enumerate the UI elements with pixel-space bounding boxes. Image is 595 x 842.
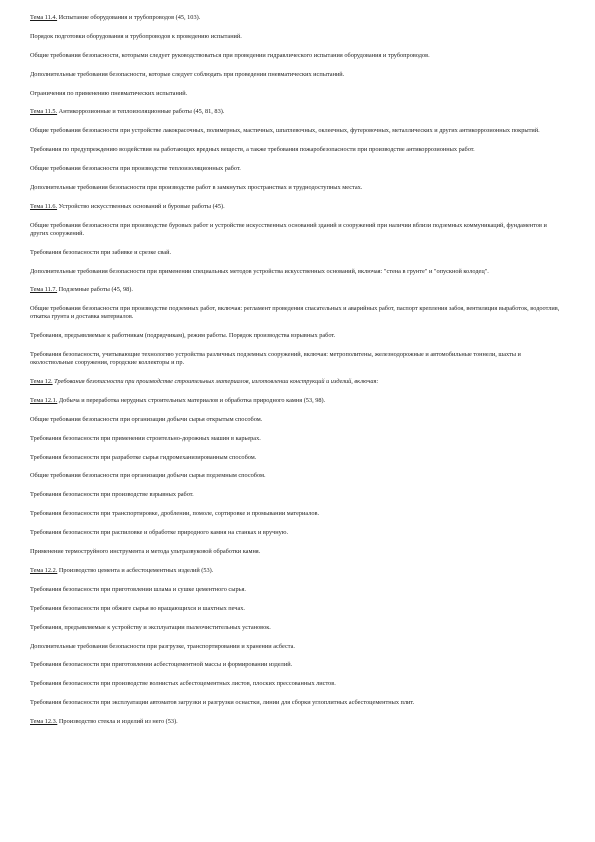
paragraph: Общие требования безопасности при производстве теплоизоляционных работ.: [30, 165, 241, 173]
paragraph: Требования безопасности при приготовлении шлама и сушке цементного сырья.: [30, 585, 246, 593]
topic-number: Тема 12.2.: [30, 566, 58, 574]
paragraph: Требования безопасности при распиловке и обработке природного камня на станках и вручную.: [30, 529, 289, 537]
topic-title: Производство цемента и асбестоцементных изделий (53).: [57, 566, 214, 574]
paragraph: Общие требования безопасности, которыми следует руководствоваться при проведении гидравлического испытания оборудования и трубопроводов.: [30, 51, 430, 59]
paragraph: Требования безопасности при применении строительно-дорожных машин в карьерах.: [30, 434, 261, 442]
paragraph: Дополнительные требования безопасности при разгрузке, транспортировании и хранении асбеста.: [30, 642, 295, 650]
paragraph: Требования безопасности при транспортировке, дроблении, помоле, сортировке и промывании материалов.: [30, 510, 320, 518]
paragraph: Требования безопасности при производстве взрывных работ.: [30, 491, 194, 499]
topic-number: Тема 11.7.: [30, 286, 58, 294]
topic-title: Подземные работы (45, 98).: [57, 286, 133, 294]
document-page: [30, 14, 565, 737]
paragraph: Требования безопасности при разработке сырья гидромеханизированным способом.: [30, 453, 257, 461]
topic-title: Испытание оборудования и трубопроводов (45, 103).: [57, 14, 201, 21]
paragraph: Общие требования безопасности при организации добычи сырья подземным способом.: [30, 472, 266, 480]
paragraph: Применение термоструйного инструмента и метода ультразвуковой обработки камня.: [30, 548, 261, 556]
paragraph: Дополнительные требования безопасности при применении специальных методов устройства искусственных оснований, включая: "стена в грунте" и "опускной колодец".: [30, 267, 489, 275]
paragraph: Порядок подготовки оборудования и трубопроводов к проведению испытаний.: [30, 32, 242, 40]
paragraph: Общие требования безопасности при производстве подземных работ, включая: регламент проведения спасательных и аварийных работ, паспорт крепления забоя, вентиляция выработок, водоотлив, откатка грунта и доставка материалов.: [30, 305, 560, 321]
section-heading: [30, 378, 565, 386]
topic-number: Тема 11.4.: [30, 14, 58, 21]
topic-title: Производство стекла и изделий из него (53).: [57, 718, 178, 726]
topic-paragraph: [30, 718, 565, 726]
topic-number: Тема 12.: [30, 378, 53, 386]
paragraph: Дополнительные требования безопасности, которые следует соблюдать при проведении пневматических испытаний.: [30, 70, 345, 78]
topic-title: Антикоррозионные и теплоизоляционные работы (45, 81, 83).: [57, 108, 225, 116]
paragraph: Требования, предъявляемые к устройству и эксплуатации пылеочистительных установок.: [30, 623, 271, 631]
paragraph: Требования безопасности при производстве волнистых асбестоцементных листов, плоских прессованных листов.: [30, 680, 336, 688]
paragraph: Требования безопасности при забивке и срезке свай.: [30, 248, 172, 256]
topic-paragraph: [30, 203, 565, 211]
topic-paragraph: [30, 286, 565, 294]
topic-number: Тема 11.6.: [30, 202, 58, 210]
paragraph: Требования безопасности при эксплуатации автоматов загрузки и разгрузки оснастки, линии для сборки углоплитных асбестоцементных плит.: [30, 699, 415, 707]
topic-paragraph: [30, 397, 565, 405]
paragraph: Общие требования безопасности при устройстве лакокрасочных, полимерных, мастичных, шпатлевочных, оклеечных, футеровочных, металлических и других антикоррозионных покрытий.: [30, 127, 540, 135]
paragraph: Требования безопасности, учитывающие технологию устройства различных подземных сооружений, включая: метрополитены, железнодорожные и автомобильные тоннели, шахты и околоствольные сооружения, городские коллекторы и пр.: [30, 351, 521, 367]
paragraph: Общие требования безопасности при производстве буровых работ и устройстве искусственных оснований зданий и сооружений при наличии вблизи подземных коммуникаций, фундаментов и других сооружений.: [30, 221, 547, 237]
topic-paragraph: [30, 14, 565, 22]
topic-number: Тема 12.1.: [30, 396, 58, 404]
topic-title: Добыча и переработка нерудных строительных материалов и обработка природного камня (53, 98).: [57, 396, 326, 404]
topic-paragraph: [30, 567, 565, 575]
topic-paragraph: [30, 108, 565, 116]
paragraph: Требования, предъявляемые к работникам (подрядчикам), режим работы. Порядок производства взрывных работ.: [30, 332, 336, 340]
section-title: Требования безопасности при производстве строительных материалов, изготовлении конструкций и изделий, включая:: [52, 378, 379, 386]
paragraph: Ограничения по применению пневматических испытаний.: [30, 89, 188, 97]
paragraph: Требования безопасности при приготовлении асбестоцементной массы и формировании изделий.: [30, 661, 293, 669]
topic-title: Устройство искусственных оснований и буровые работы (45).: [57, 202, 225, 210]
paragraph: Дополнительные требования безопасности при производстве работ в замкнутых пространствах и труднодоступных местах.: [30, 184, 363, 192]
topic-number: Тема 12.3.: [30, 718, 58, 726]
paragraph: Общие требования безопасности при организации добычи сырья открытым способом.: [30, 415, 263, 423]
topic-number: Тема 11.5.: [30, 108, 58, 116]
paragraph: Требования безопасности при обжиге сырья во вращающихся и шахтных печах.: [30, 604, 245, 612]
paragraph: Требования по предупреждению воздействия на работающих вредных веществ, а также требования пожаробезопасности при производстве антикоррозионных работ.: [30, 146, 475, 154]
